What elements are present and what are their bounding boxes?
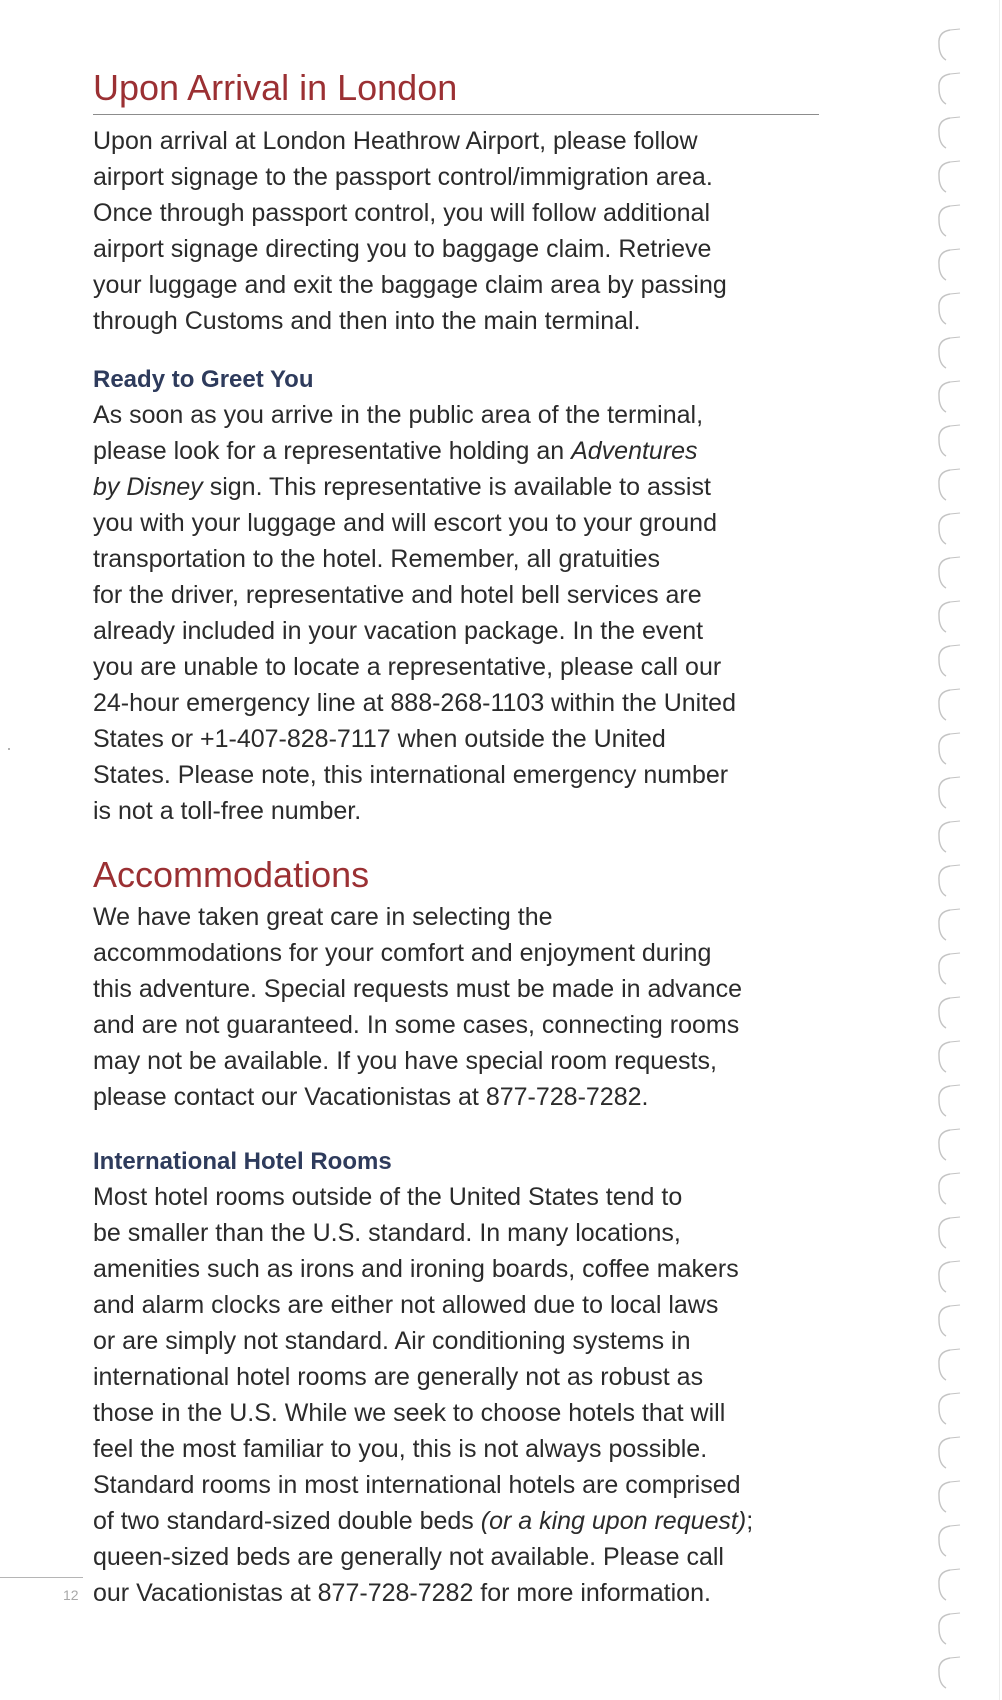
text-line: As soon as you arrive in the public area of the terminal, <box>93 401 704 429</box>
binding-hole-mark <box>939 1394 950 1424</box>
text-line: international hotel rooms are generally not as robust as <box>93 1363 704 1391</box>
text-line: you are unable to locate a representative, please call our <box>93 653 722 681</box>
binding-hole-tick <box>950 909 960 910</box>
binding-hole-tick <box>950 1041 960 1042</box>
binding-hole-mark <box>939 690 950 720</box>
text-line: States or +1-407-828-7117 when outside the United <box>93 725 666 753</box>
accommodations-section <box>93 851 823 1115</box>
binding-hole-mark <box>939 338 950 368</box>
binding-hole-mark <box>939 1614 950 1644</box>
binding-hole-tick <box>950 997 960 998</box>
binding-hole-mark <box>939 1482 950 1512</box>
binding-hole-tick <box>950 1657 960 1658</box>
text-line: States. Please note, this international emergency number <box>93 761 729 789</box>
binding-hole-mark <box>939 118 950 148</box>
binding-hole-mark <box>939 514 950 544</box>
binding-hole-tick <box>950 1437 960 1438</box>
binding-hole-mark <box>939 162 950 192</box>
binding-hole-tick <box>950 381 960 382</box>
text-line: airport signage directing you to baggage claim. Retrieve <box>93 235 712 263</box>
binding-hole-tick <box>950 1613 960 1614</box>
text-line: of two standard-sized double beds (or a king upon request); <box>93 1507 754 1535</box>
binding-hole-mark <box>939 646 950 676</box>
binding-hole-tick <box>950 205 960 206</box>
binding-hole-tick <box>950 1305 960 1306</box>
binding-hole-tick <box>950 689 960 690</box>
text-line: and are not guaranteed. In some cases, connecting rooms <box>93 1011 740 1039</box>
binding-hole-mark <box>939 602 950 632</box>
page-content <box>93 64 823 1611</box>
binding-hole-mark <box>939 1658 950 1688</box>
binding-hole-tick <box>950 249 960 250</box>
arrival-title: Upon Arrival in London <box>93 67 458 108</box>
footer-rule <box>0 1577 83 1578</box>
greet-heading: Ready to Greet You <box>93 366 314 393</box>
binding-hole-mark <box>939 1438 950 1468</box>
binding-hole-tick <box>950 777 960 778</box>
binding-hole-tick <box>950 513 960 514</box>
text-line: please contact our Vacationistas at 877-728-7282. <box>93 1083 649 1111</box>
title-underline <box>93 114 819 115</box>
binding-hole-tick <box>950 1085 960 1086</box>
text-line: Most hotel rooms outside of the United States tend to <box>93 1183 683 1211</box>
text-line: Upon arrival at London Heathrow Airport, please follow <box>93 127 698 155</box>
greet-section <box>93 363 823 829</box>
binding-hole-tick <box>950 953 960 954</box>
text-line: through Customs and then into the main terminal. <box>93 307 641 335</box>
binding-hole-mark <box>939 866 950 896</box>
text-line: airport signage to the passport control/immigration area. <box>93 163 713 191</box>
binding-hole-tick <box>950 645 960 646</box>
text-line: feel the most familiar to you, this is not always possible. <box>93 1435 708 1463</box>
binding-hole-tick <box>950 601 960 602</box>
binding-hole-tick <box>950 29 960 30</box>
binding-hole-tick <box>950 1173 960 1174</box>
binding-hole-tick <box>950 117 960 118</box>
text-line: queen-sized beds are generally not available. Please call <box>93 1543 724 1571</box>
text-line: transportation to the hotel. Remember, all gratuities <box>93 545 660 573</box>
binding-hole-mark <box>939 30 950 60</box>
binding-hole-mark <box>939 1526 950 1556</box>
text-line: you with your luggage and will escort you to your ground <box>93 509 717 537</box>
binding-hole-mark <box>939 778 950 808</box>
binding-hole-tick <box>950 293 960 294</box>
binding-hole-mark <box>939 426 950 456</box>
binding-hole-tick <box>950 425 960 426</box>
binding-hole-mark <box>939 822 950 852</box>
text-line: your luggage and exit the baggage claim area by passing <box>93 271 727 299</box>
binding-hole-mark <box>939 1350 950 1380</box>
binding-hole-mark <box>939 558 950 588</box>
binding-hole-tick <box>950 1393 960 1394</box>
binding-hole-mark <box>939 954 950 984</box>
binding-hole-mark <box>939 1174 950 1204</box>
binding-hole-mark <box>939 998 950 1028</box>
binding-hole-tick <box>950 1129 960 1130</box>
text-line: 24-hour emergency line at 888-268-1103 within the United <box>93 689 736 717</box>
binding-hole-tick <box>950 865 960 866</box>
rooms-section <box>93 1145 823 1611</box>
binding-hole-tick <box>950 469 960 470</box>
binding-hole-tick <box>950 1349 960 1350</box>
binding-hole-tick <box>950 73 960 74</box>
page-number: 12 <box>63 1587 79 1603</box>
binding-hole-tick <box>950 337 960 338</box>
rooms-heading: International Hotel Rooms <box>93 1148 392 1175</box>
binding-hole-tick <box>950 161 960 162</box>
text-line: Once through passport control, you will follow additional <box>93 199 711 227</box>
text-line: this adventure. Special requests must be made in advance <box>93 975 742 1003</box>
binding-hole-mark <box>939 1218 950 1248</box>
text-line: amenities such as irons and ironing boards, coffee makers <box>93 1255 739 1283</box>
text-line: already included in your vacation package. In the event <box>93 617 704 645</box>
spiral-binding <box>920 0 1002 1700</box>
binding-hole-mark <box>939 910 950 940</box>
binding-hole-mark <box>939 74 950 104</box>
text-line: and alarm clocks are either not allowed due to local laws <box>93 1291 719 1319</box>
binding-hole-mark <box>939 1130 950 1160</box>
binding-hole-tick <box>950 1217 960 1218</box>
text-line: is not a toll-free number. <box>93 797 362 825</box>
binding-hole-mark <box>939 294 950 324</box>
binding-hole-mark <box>939 1306 950 1336</box>
binding-hole-tick <box>950 733 960 734</box>
scan-speck <box>8 748 10 750</box>
text-line: for the driver, representative and hotel bell services are <box>93 581 702 609</box>
arrival-paragraph <box>93 123 823 339</box>
text-line: please look for a representative holding an Adventures <box>93 437 698 465</box>
binding-hole-mark <box>939 206 950 236</box>
binding-hole-mark <box>939 1086 950 1116</box>
binding-hole-tick <box>950 1261 960 1262</box>
text-line: accommodations for your comfort and enjoyment during <box>93 939 712 967</box>
greet-paragraph <box>93 397 823 829</box>
text-line: may not be available. If you have special room requests, <box>93 1047 717 1075</box>
binding-edge <box>999 0 1000 1700</box>
text-line: by Disney sign. This representative is available to assist <box>93 473 711 501</box>
binding-hole-mark <box>939 1262 950 1292</box>
text-line: or are simply not standard. Air conditioning systems in <box>93 1327 691 1355</box>
text-line: We have taken great care in selecting the <box>93 903 553 931</box>
binding-hole-tick <box>950 821 960 822</box>
text-line: Standard rooms in most international hotels are comprised <box>93 1471 741 1499</box>
rooms-paragraph <box>93 1179 823 1611</box>
binding-hole-tick <box>950 1569 960 1570</box>
binding-hole-mark <box>939 382 950 412</box>
accommodations-paragraph <box>93 899 823 1115</box>
arrival-section <box>93 64 823 339</box>
binding-hole-mark <box>939 1042 950 1072</box>
text-line: be smaller than the U.S. standard. In many locations, <box>93 1219 681 1247</box>
binding-hole-mark <box>939 250 950 280</box>
text-line: those in the U.S. While we seek to choose hotels that will <box>93 1399 726 1427</box>
binding-hole-tick <box>950 1481 960 1482</box>
text-line: our Vacationistas at 877-728-7282 for more information. <box>93 1579 711 1607</box>
binding-hole-mark <box>939 734 950 764</box>
accommodations-title: Accommodations <box>93 854 370 895</box>
binding-hole-mark <box>939 1570 950 1600</box>
binding-hole-tick <box>950 557 960 558</box>
binding-hole-tick <box>950 1525 960 1526</box>
binding-hole-mark <box>939 470 950 500</box>
